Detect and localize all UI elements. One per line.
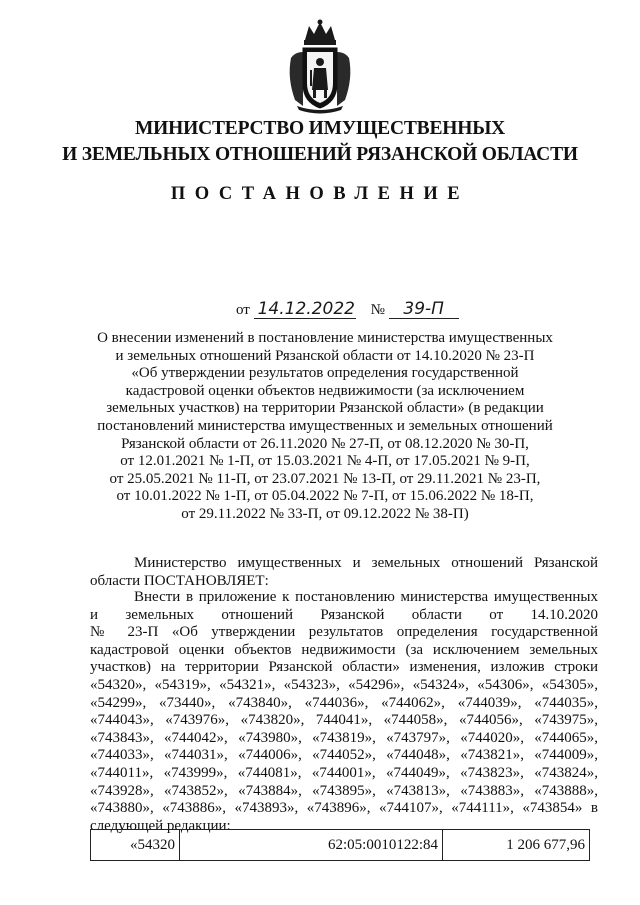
subject-line: «Об утверждении результатов определения государственной xyxy=(131,365,519,382)
subject-line: Рязанской области от 26.11.2020 № 27-П, от 08.12.2020 № 30-П, xyxy=(121,435,529,452)
subject-line: земельных участков) на территории Рязанской области» (в редакции xyxy=(106,400,544,417)
paragraph-line: кадастровой оценки объектов недвижимости (за исключением земельных xyxy=(90,641,598,658)
paragraph-amendment xyxy=(90,589,598,835)
subject-line: от 29.11.2022 № 33-П, от 09.12.2022 № 38-П) xyxy=(181,505,469,522)
document-number: 39-П xyxy=(389,300,459,319)
subject-line: кадастровой оценки объектов недвижимости (за исключением xyxy=(125,382,525,399)
paragraph-line: области ПОСТАНОВЛЯЕТ: xyxy=(90,572,269,589)
paragraph-line: следующей редакции: xyxy=(90,817,231,834)
date-number-line xyxy=(236,300,459,319)
org-title-line-1: МИНИСТЕРСТВО ИМУЩЕСТВЕННЫХ xyxy=(134,118,506,139)
cadastral-value-cell: 1 206 677,96 xyxy=(443,830,590,861)
cadastral-number-cell: 62:05:0010122:84 xyxy=(180,830,443,861)
paragraph-line: «54299», «73440», «743840», «744036», «744062», «744039», «744035», xyxy=(90,694,598,711)
paragraph-line: «743880», «743886», «743893», «743896», «744107», «744111», «743854» в xyxy=(90,800,598,817)
paragraph-line: № 23-П «Об утверждении результатов определения государственной xyxy=(90,624,598,641)
subject-line: О внесении изменений в постановление министерства имущественных xyxy=(97,330,553,346)
subject-line: постановлений министерства имущественных и земельных отношений xyxy=(97,417,553,434)
paragraph-line: «744043», «743976», «743820», 744041», «744058», «744056», «743975», xyxy=(90,712,598,729)
org-title-line-2: И ЗЕМЕЛЬНЫХ ОТНОШЕНИЙ РЯЗАНСКОЙ ОБЛАСТИ xyxy=(62,144,578,165)
paragraph-line: Внести в приложение к постановлению министерства имущественных xyxy=(134,589,598,605)
paragraph-resolves xyxy=(90,555,598,590)
document-subject xyxy=(95,330,555,524)
table-row xyxy=(91,830,590,861)
cadastral-value-table xyxy=(90,829,590,861)
subject-line: от 10.01.2022 № 1-П, от 05.04.2022 № 7-П, от 15.06.2022 № 18-П, xyxy=(116,488,534,505)
number-sign: № xyxy=(370,302,385,318)
subject-line: от 12.01.2021 № 1-П, от 15.03.2021 № 4-П, от 17.05.2021 № 9-П, xyxy=(120,453,530,470)
paragraph-line: участков) на территории Рязанской области» изменения, изложив строки xyxy=(90,659,598,676)
row-id-cell: «54320 xyxy=(91,830,180,861)
coat-of-arms-icon xyxy=(283,18,357,114)
paragraph-line: «743843», «744042», «743980», «743819», «743797», «744020», «744065», xyxy=(90,729,598,746)
paragraph-line: и земельных отношений Рязанской области от 14.10.2020 xyxy=(90,606,598,623)
paragraph-line: «744033», «744031», «744006», «744052», «744048», «743821», «744009», xyxy=(90,747,598,764)
date-from-label: от xyxy=(236,302,250,318)
document-type: ПОСТАНОВЛЕНИЕ xyxy=(170,184,470,204)
paragraph-line: «54320», «54319», «54321», «54323», «54296», «54324», «54306», «54305», xyxy=(90,676,598,693)
document-date: 14.12.2022 xyxy=(254,300,356,319)
paragraph-line: Министерство имущественных и земельных отношений Рязанской xyxy=(134,555,598,571)
subject-line: от 25.05.2021 № 11-П, от 23.07.2021 № 13-П, от 29.11.2021 № 23-П, xyxy=(109,470,541,487)
paragraph-line: «744011», «743999», «744081», «744001», «744049», «743823», «743824», xyxy=(90,764,598,781)
subject-line: и земельных отношений Рязанской области от 14.10.2020 № 23-П xyxy=(115,347,535,364)
paragraph-line: «743928», «743852», «743884», «743895», «743813», «743883», «743888», xyxy=(90,782,598,799)
